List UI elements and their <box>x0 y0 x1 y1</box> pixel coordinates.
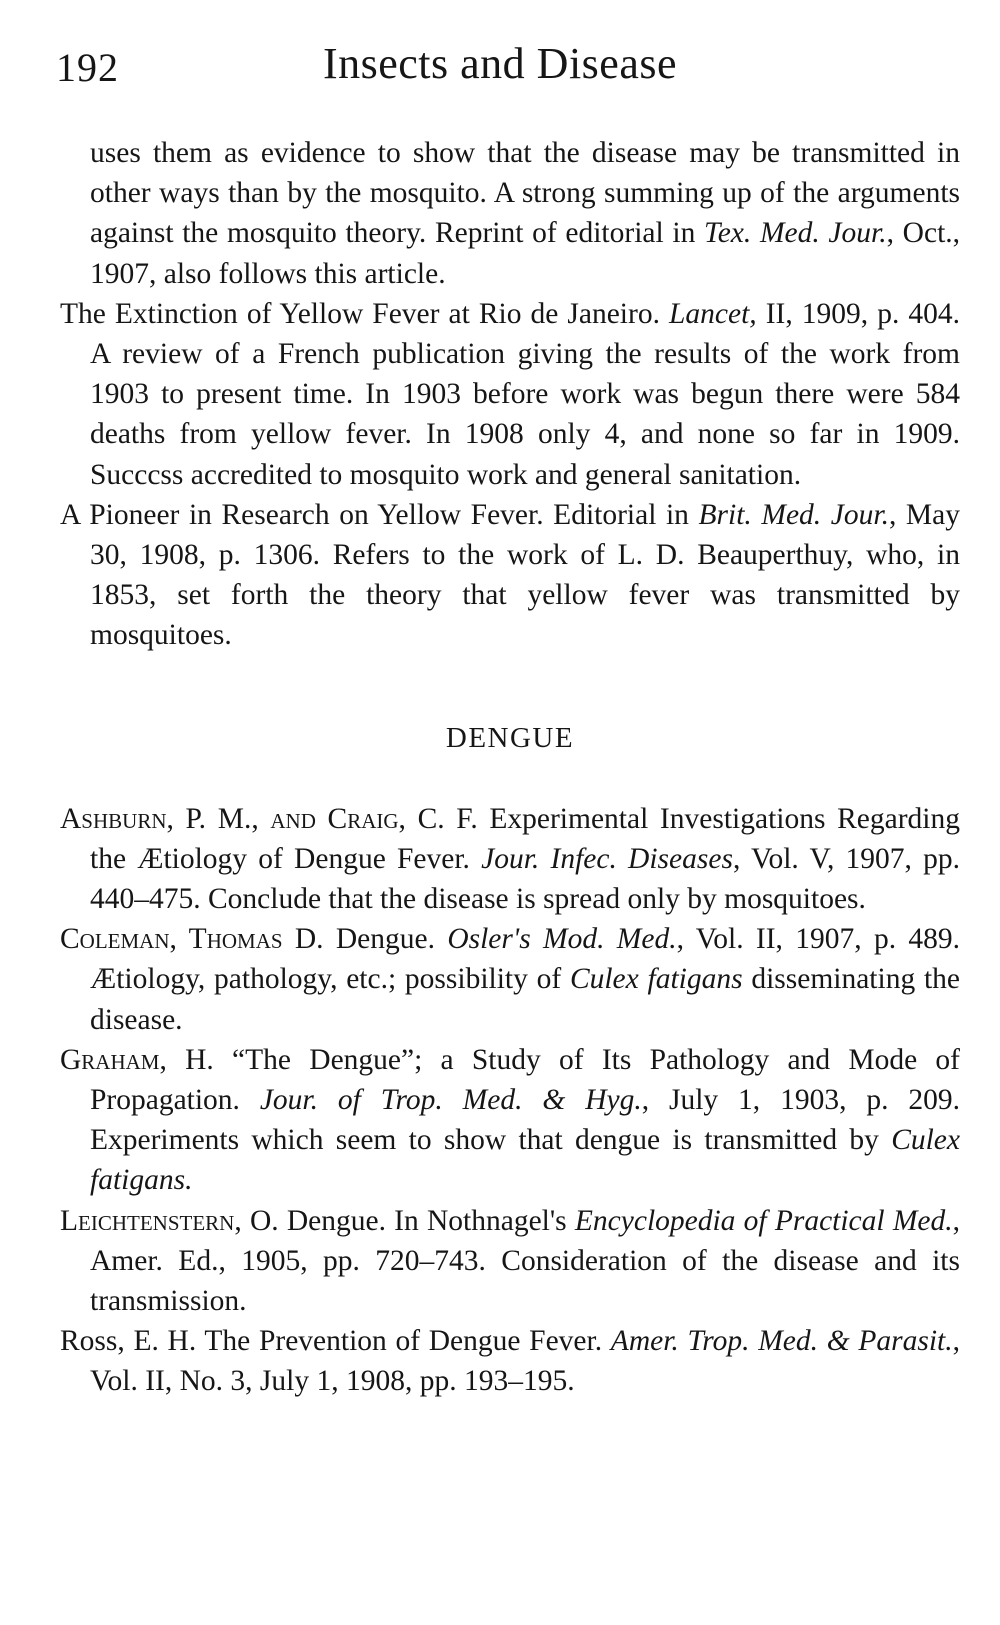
entry-text: , Oct., 1907, also follows this article. <box>90 217 961 290</box>
entry-text: , July 1, 1903, p. 209. Experiments which seem to show that dengue is transmitted by <box>90 1084 960 1157</box>
bibliography-entry <box>60 133 960 294</box>
entry-text: uses them as evidence to show that the disease may be transmitted in other ways than by the mosquito. A strong summing up of the arguments against the mosquito theory. Reprint of editorial in <box>90 137 960 250</box>
entry-text: disseminating the disease. <box>90 963 960 1036</box>
entry-italic-text: Brit. Med. Jour. <box>698 498 889 531</box>
entry-italic-text: Jour. of Trop. Med. & Hyg. <box>259 1084 642 1117</box>
entry-text: D. Dengue. <box>282 923 448 956</box>
page-number: 192 <box>56 45 119 90</box>
entry-text: , Vol. V, 1907, pp. 440–475. Conclude that the disease is spread only by mosquitoes. <box>90 842 961 916</box>
bibliography-entry <box>60 1040 960 1201</box>
bibliography-entry <box>60 294 960 495</box>
bibliography-entry <box>60 1321 960 1401</box>
section-heading: DENGUE <box>445 721 575 754</box>
entry-italic-text: Lancet, <box>669 297 757 330</box>
entry-text: , Amer. Ed., 1905, pp. 720–743. Consideration of the disease and its transmission. <box>90 1204 960 1318</box>
entry-text: , C. F. Experimental Investigations Regarding the Ætiology of Dengue Fever. <box>90 802 960 875</box>
bibliography-entry <box>60 495 960 656</box>
entry-italic-text: Tex. Med. Jour. <box>704 217 887 250</box>
entry-author: Ashburn <box>60 802 167 835</box>
entry-italic-text: Culex fatigans. <box>90 1124 960 1197</box>
page-body <box>60 133 960 1402</box>
entry-author: Graham <box>60 1043 160 1076</box>
entry-text: Ross, E. H. The Prevention of Dengue Fever. <box>60 1325 611 1358</box>
bibliography-entry <box>60 799 960 920</box>
entry-text: , P. M., <box>166 802 271 835</box>
entry-text: The Extinction of Yellow Fever at Rio de Janeiro. <box>60 297 669 330</box>
bibliography-list <box>60 799 960 1402</box>
entry-text: , O. Dengue. In Nothnagel's <box>234 1204 575 1237</box>
entry-author: Coleman, Thomas <box>60 923 283 956</box>
entry-text: , Vol. II, No. 3, July 1, 1908, pp. 193–195. <box>90 1325 960 1398</box>
entry-text: II, 1909, p. 404. A review of a French publication giving the results of the work from 1903 to present time. In 1903 before work was begun there were 584 deaths from yellow fever. In 1908 only 4, and none so far in 1909. Succcss accredited to mosquito work and general sanitation. <box>90 297 960 491</box>
entry-author: Leichtenstern <box>60 1204 235 1237</box>
entry-text: , H. “The Dengue”; a Study of Its Pathology and Mode of Propagation. <box>90 1043 960 1117</box>
entry-italic-text: Jour. Infec. Diseases <box>481 842 733 875</box>
entry-text: , May 30, 1908, p. 1306. Refers to the work of L. D. Beauperthuy, who, in 1853, set forth the theory that yellow fever was transmitted by mosquitoes. <box>90 498 960 652</box>
entry-italic-text: Encyclopedia of Practical Med. <box>574 1204 953 1237</box>
running-title: Insects and Disease <box>322 39 678 88</box>
bibliography-entry <box>60 919 960 1040</box>
entry-italic-text: Osler's Mod. Med. <box>447 923 677 956</box>
entry-italic-text: Culex fatigans <box>569 963 743 996</box>
entry-italic-text: Amer. Trop. Med. & Parasit. <box>610 1325 953 1358</box>
entry-text: A Pioneer in Research on Yellow Fever. Editorial in <box>60 498 699 531</box>
bibliography-list <box>60 133 960 656</box>
bibliography-entry <box>60 1201 960 1322</box>
page-header <box>0 38 1000 98</box>
entry-author: and Craig <box>270 802 399 835</box>
entry-text: , Vol. II, 1907, p. 489. Ætiology, pathology, etc.; possibility of <box>90 923 961 996</box>
